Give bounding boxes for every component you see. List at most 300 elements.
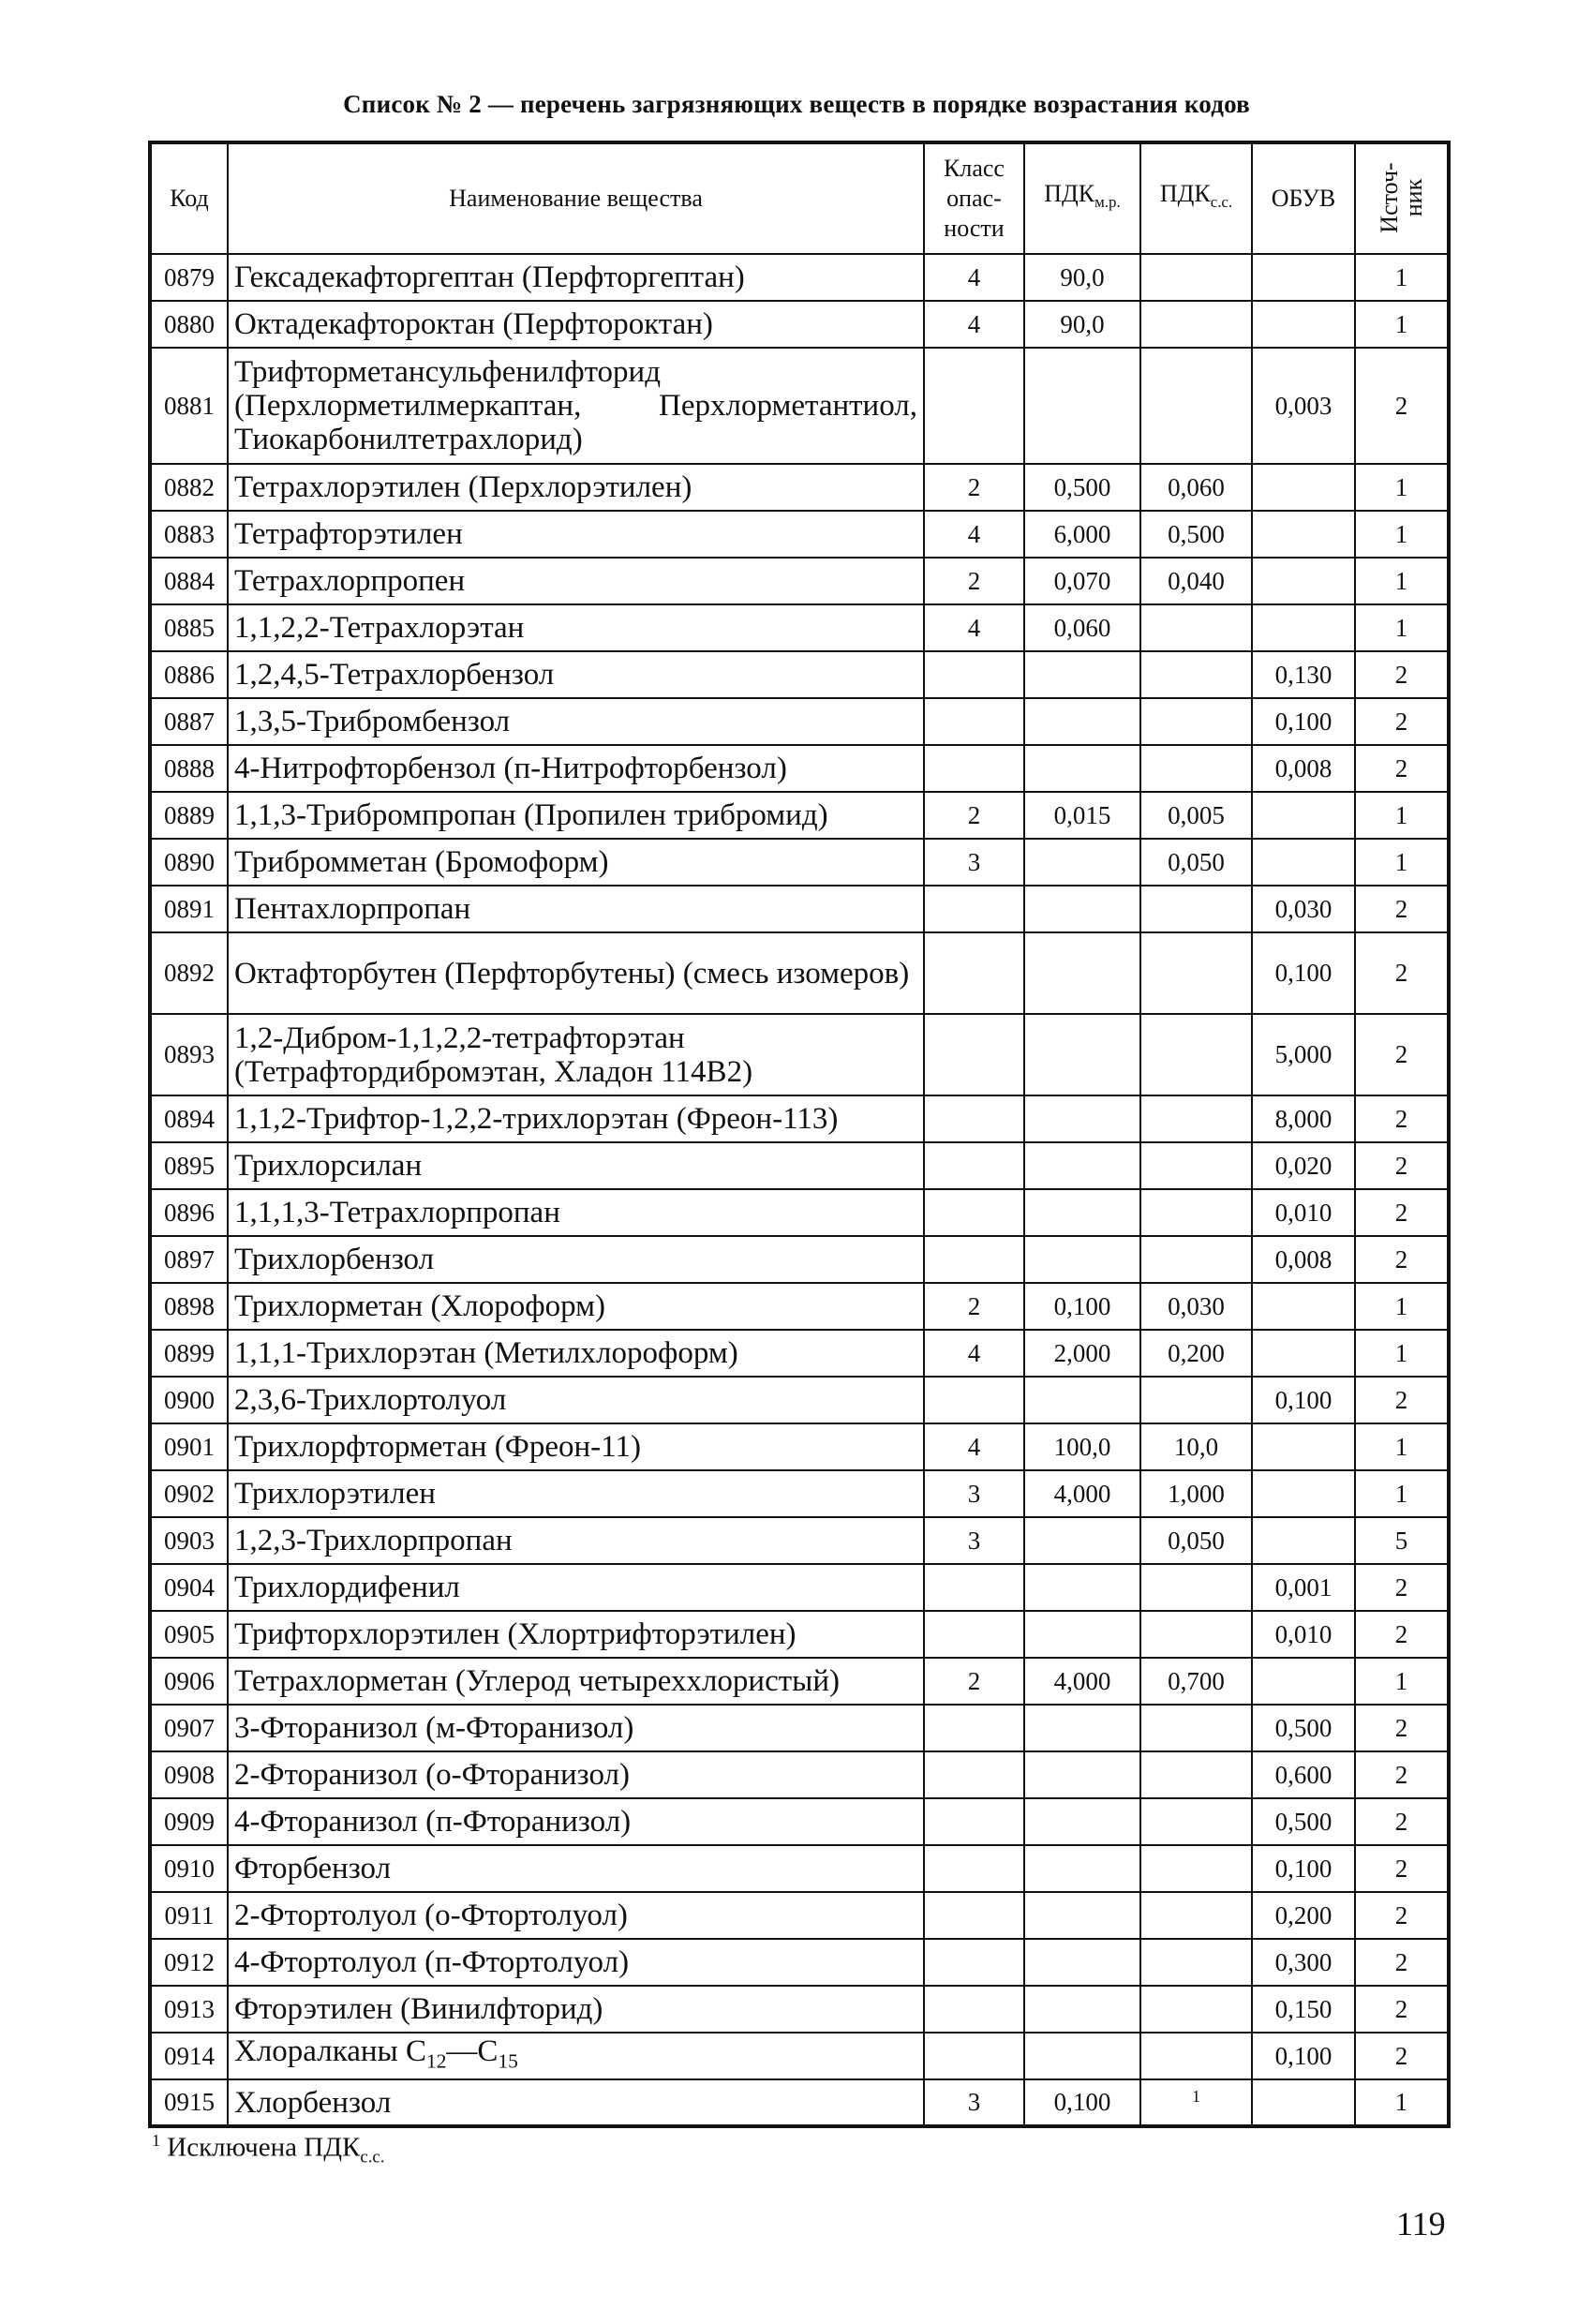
row-substance-name: Хлорбензол bbox=[228, 2079, 924, 2126]
header-name: Наименование вещества bbox=[228, 142, 924, 254]
row-code: 0892 bbox=[150, 932, 228, 1014]
table-row bbox=[150, 1564, 1449, 1611]
row-pdk-ss bbox=[1140, 1705, 1252, 1751]
row-obuv bbox=[1252, 464, 1355, 511]
row-substance-name: Трихлорметан (Хлороформ) bbox=[228, 1283, 924, 1330]
row-source: 1 bbox=[1355, 464, 1449, 511]
row-code: 0908 bbox=[150, 1751, 228, 1798]
row-obuv: 0,600 bbox=[1252, 1751, 1355, 1798]
row-pdk-ss bbox=[1140, 745, 1252, 792]
row-substance-name: Трихлорфторметан (Фреон-11) bbox=[228, 1423, 924, 1470]
row-code: 0879 bbox=[150, 254, 228, 301]
row-substance-name: 4-Нитрофторбензол (п-Нитрофторбензол) bbox=[228, 745, 924, 792]
row-obuv: 0,130 bbox=[1252, 651, 1355, 698]
table-row bbox=[150, 1658, 1449, 1705]
table-row bbox=[150, 301, 1449, 348]
row-code: 0881 bbox=[150, 348, 228, 464]
row-code: 0884 bbox=[150, 558, 228, 604]
row-pdk-ss bbox=[1140, 1189, 1252, 1236]
row-obuv: 8,000 bbox=[1252, 1095, 1355, 1142]
table-row bbox=[150, 1014, 1449, 1095]
row-obuv: 0,010 bbox=[1252, 1611, 1355, 1658]
page-number: 119 bbox=[1396, 2205, 1446, 2242]
table-row bbox=[150, 348, 1449, 464]
row-source: 2 bbox=[1355, 1189, 1449, 1236]
row-source: 1 bbox=[1355, 604, 1449, 651]
row-hazard-class bbox=[924, 1845, 1024, 1892]
row-source: 2 bbox=[1355, 1705, 1449, 1751]
row-source: 2 bbox=[1355, 1892, 1449, 1939]
table-row bbox=[150, 698, 1449, 745]
row-substance-name: Фторэтилен (Винилфторид) bbox=[228, 1986, 924, 2033]
row-pdk-ss: 0,050 bbox=[1140, 1517, 1252, 1564]
row-hazard-class: 4 bbox=[924, 301, 1024, 348]
row-obuv: 0,003 bbox=[1252, 348, 1355, 464]
row-hazard-class: 4 bbox=[924, 254, 1024, 301]
row-code: 0902 bbox=[150, 1470, 228, 1517]
row-obuv bbox=[1252, 1517, 1355, 1564]
row-pdk-mr bbox=[1024, 348, 1140, 464]
row-source: 5 bbox=[1355, 1517, 1449, 1564]
row-pdk-ss: 0,700 bbox=[1140, 1658, 1252, 1705]
row-code: 0900 bbox=[150, 1377, 228, 1423]
row-hazard-class bbox=[924, 1798, 1024, 1845]
row-source: 2 bbox=[1355, 1798, 1449, 1845]
row-source: 2 bbox=[1355, 1564, 1449, 1611]
row-pdk-mr bbox=[1024, 1986, 1140, 2033]
table-body bbox=[150, 254, 1449, 2126]
row-source: 2 bbox=[1355, 1377, 1449, 1423]
row-obuv: 0,100 bbox=[1252, 698, 1355, 745]
row-source: 1 bbox=[1355, 558, 1449, 604]
table-row bbox=[150, 886, 1449, 932]
row-code: 0910 bbox=[150, 1845, 228, 1892]
row-pdk-ss: 0,030 bbox=[1140, 1283, 1252, 1330]
row-code: 0897 bbox=[150, 1236, 228, 1283]
row-obuv bbox=[1252, 1658, 1355, 1705]
row-pdk-ss bbox=[1140, 1564, 1252, 1611]
row-code: 0906 bbox=[150, 1658, 228, 1705]
row-substance-name: 1,1,3-Трибромпропан (Пропилен трибромид) bbox=[228, 792, 924, 839]
row-obuv: 5,000 bbox=[1252, 1014, 1355, 1095]
row-source: 2 bbox=[1355, 2033, 1449, 2079]
row-hazard-class: 2 bbox=[924, 464, 1024, 511]
row-pdk-mr: 90,0 bbox=[1024, 301, 1140, 348]
row-code: 0915 bbox=[150, 2079, 228, 2126]
row-source: 1 bbox=[1355, 1283, 1449, 1330]
row-hazard-class: 2 bbox=[924, 558, 1024, 604]
header-obuv: ОБУВ bbox=[1252, 142, 1355, 254]
row-hazard-class bbox=[924, 1705, 1024, 1751]
row-pdk-mr bbox=[1024, 1095, 1140, 1142]
row-pdk-ss: 1 bbox=[1140, 2079, 1252, 2126]
footnote bbox=[152, 2131, 385, 2168]
row-source: 2 bbox=[1355, 698, 1449, 745]
row-source: 2 bbox=[1355, 1095, 1449, 1142]
row-substance-name: Тетрахлорметан (Углерод четыреххлористый) bbox=[228, 1658, 924, 1705]
row-code: 0885 bbox=[150, 604, 228, 651]
row-source: 1 bbox=[1355, 1470, 1449, 1517]
row-pdk-mr bbox=[1024, 1705, 1140, 1751]
row-hazard-class: 3 bbox=[924, 839, 1024, 886]
row-substance-name: 3-Фторанизол (м-Фторанизол) bbox=[228, 1705, 924, 1751]
row-pdk-mr bbox=[1024, 1564, 1140, 1611]
row-substance-name: Октафторбутен (Перфторбутены) (смесь изомеров) bbox=[228, 932, 924, 1014]
row-pdk-ss bbox=[1140, 254, 1252, 301]
table-row bbox=[150, 604, 1449, 651]
table-row bbox=[150, 1986, 1449, 2033]
row-pdk-ss: 0,060 bbox=[1140, 464, 1252, 511]
table-row bbox=[150, 1517, 1449, 1564]
row-obuv: 0,020 bbox=[1252, 1142, 1355, 1189]
row-substance-name: Тетрафторэтилен bbox=[228, 511, 924, 558]
header-pdk-ss bbox=[1140, 142, 1252, 254]
row-hazard-class bbox=[924, 1236, 1024, 1283]
table-row bbox=[150, 792, 1449, 839]
table-row bbox=[150, 1845, 1449, 1892]
table-row bbox=[150, 1939, 1449, 1986]
table-row bbox=[150, 1095, 1449, 1142]
row-pdk-ss bbox=[1140, 1236, 1252, 1283]
row-code: 0911 bbox=[150, 1892, 228, 1939]
row-obuv: 0,200 bbox=[1252, 1892, 1355, 1939]
row-pdk-mr bbox=[1024, 839, 1140, 886]
row-pdk-mr: 4,000 bbox=[1024, 1658, 1140, 1705]
row-pdk-mr: 0,060 bbox=[1024, 604, 1140, 651]
row-code: 0901 bbox=[150, 1423, 228, 1470]
row-obuv: 0,150 bbox=[1252, 1986, 1355, 2033]
header-hazard-class: Класс опас- ности bbox=[924, 142, 1024, 254]
row-source: 2 bbox=[1355, 1611, 1449, 1658]
row-code: 0899 bbox=[150, 1330, 228, 1377]
row-pdk-mr bbox=[1024, 1142, 1140, 1189]
table-row bbox=[150, 254, 1449, 301]
row-pdk-mr bbox=[1024, 698, 1140, 745]
row-hazard-class bbox=[924, 745, 1024, 792]
row-substance-name: 1,2,4,5-Тетрахлорбензол bbox=[228, 651, 924, 698]
row-hazard-class bbox=[924, 1939, 1024, 1986]
table-row bbox=[150, 2033, 1449, 2079]
row-substance-name: Трихлорсилан bbox=[228, 1142, 924, 1189]
row-pdk-ss bbox=[1140, 886, 1252, 932]
row-code: 0896 bbox=[150, 1189, 228, 1236]
row-substance-name: 1,2-Дибром-1,1,2,2-тетрафторэтан (Тетрафтордибромэтан, Хладон 114В2) bbox=[228, 1014, 924, 1095]
row-pdk-ss bbox=[1140, 2033, 1252, 2079]
row-obuv: 0,300 bbox=[1252, 1939, 1355, 1986]
row-code: 0904 bbox=[150, 1564, 228, 1611]
row-pdk-mr bbox=[1024, 1236, 1140, 1283]
row-pdk-ss bbox=[1140, 1798, 1252, 1845]
table-row bbox=[150, 1330, 1449, 1377]
row-source: 2 bbox=[1355, 886, 1449, 932]
row-substance-name: 1,1,2,2-Тетрахлорэтан bbox=[228, 604, 924, 651]
table-row bbox=[150, 558, 1449, 604]
row-substance-name: 1,3,5-Трибромбензол bbox=[228, 698, 924, 745]
row-code: 0891 bbox=[150, 886, 228, 932]
row-source: 1 bbox=[1355, 511, 1449, 558]
table-row bbox=[150, 1377, 1449, 1423]
row-pdk-mr: 6,000 bbox=[1024, 511, 1140, 558]
row-obuv bbox=[1252, 511, 1355, 558]
row-hazard-class: 3 bbox=[924, 1470, 1024, 1517]
row-hazard-class bbox=[924, 651, 1024, 698]
row-hazard-class bbox=[924, 1986, 1024, 2033]
row-code: 0887 bbox=[150, 698, 228, 745]
table-row bbox=[150, 1189, 1449, 1236]
row-pdk-mr: 0,100 bbox=[1024, 2079, 1140, 2126]
table-row bbox=[150, 464, 1449, 511]
row-hazard-class bbox=[924, 1095, 1024, 1142]
footnote-text: Исключена ПДК bbox=[167, 2132, 361, 2163]
row-pdk-ss bbox=[1140, 301, 1252, 348]
row-pdk-mr bbox=[1024, 1845, 1140, 1892]
table-row bbox=[150, 1751, 1449, 1798]
row-code: 0914 bbox=[150, 2033, 228, 2079]
row-substance-name: Трихлордифенил bbox=[228, 1564, 924, 1611]
row-obuv bbox=[1252, 2079, 1355, 2126]
row-source: 1 bbox=[1355, 839, 1449, 886]
row-obuv: 0,030 bbox=[1252, 886, 1355, 932]
row-obuv: 0,001 bbox=[1252, 1564, 1355, 1611]
row-obuv: 0,008 bbox=[1252, 745, 1355, 792]
header-pdk-mr-sub: м.р. bbox=[1094, 193, 1121, 212]
row-pdk-mr bbox=[1024, 932, 1140, 1014]
row-pdk-ss: 0,040 bbox=[1140, 558, 1252, 604]
row-obuv bbox=[1252, 1330, 1355, 1377]
row-pdk-ss bbox=[1140, 1939, 1252, 1986]
row-obuv bbox=[1252, 604, 1355, 651]
row-pdk-ss: 0,050 bbox=[1140, 839, 1252, 886]
row-hazard-class bbox=[924, 1377, 1024, 1423]
row-pdk-ss: 0,200 bbox=[1140, 1330, 1252, 1377]
row-source: 2 bbox=[1355, 348, 1449, 464]
row-code: 0913 bbox=[150, 1986, 228, 2033]
row-obuv bbox=[1252, 558, 1355, 604]
row-hazard-class: 2 bbox=[924, 1658, 1024, 1705]
table-row bbox=[150, 1470, 1449, 1517]
row-pdk-mr: 0,500 bbox=[1024, 464, 1140, 511]
row-obuv bbox=[1252, 792, 1355, 839]
row-obuv bbox=[1252, 1470, 1355, 1517]
table-row bbox=[150, 511, 1449, 558]
table-row bbox=[150, 1892, 1449, 1939]
table-row bbox=[150, 651, 1449, 698]
row-source: 2 bbox=[1355, 1986, 1449, 2033]
row-hazard-class bbox=[924, 932, 1024, 1014]
row-hazard-class bbox=[924, 886, 1024, 932]
row-hazard-class bbox=[924, 698, 1024, 745]
row-substance-name: 2-Фторанизол (о-Фторанизол) bbox=[228, 1751, 924, 1798]
row-source: 2 bbox=[1355, 745, 1449, 792]
row-code: 0888 bbox=[150, 745, 228, 792]
row-source: 1 bbox=[1355, 2079, 1449, 2126]
row-pdk-mr bbox=[1024, 1611, 1140, 1658]
row-code: 0890 bbox=[150, 839, 228, 886]
row-hazard-class: 4 bbox=[924, 1423, 1024, 1470]
row-substance-name: Трибромметан (Бромоформ) bbox=[228, 839, 924, 886]
row-code: 0912 bbox=[150, 1939, 228, 1986]
row-substance-name: Октадекафтороктан (Перфтороктан) bbox=[228, 301, 924, 348]
row-obuv: 0,100 bbox=[1252, 1377, 1355, 1423]
row-obuv bbox=[1252, 1283, 1355, 1330]
row-pdk-mr bbox=[1024, 1517, 1140, 1564]
row-hazard-class bbox=[924, 1564, 1024, 1611]
row-pdk-ss: 0,005 bbox=[1140, 792, 1252, 839]
row-pdk-mr bbox=[1024, 1014, 1140, 1095]
row-substance-name: Трифторхлорэтилен (Хлортрифторэтилен) bbox=[228, 1611, 924, 1658]
row-code: 0894 bbox=[150, 1095, 228, 1142]
row-hazard-class bbox=[924, 1142, 1024, 1189]
row-pdk-ss bbox=[1140, 1142, 1252, 1189]
row-pdk-ss bbox=[1140, 1377, 1252, 1423]
row-obuv: 0,008 bbox=[1252, 1236, 1355, 1283]
row-substance-name: Тетрахлорэтилен (Перхлорэтилен) bbox=[228, 464, 924, 511]
table-row bbox=[150, 1142, 1449, 1189]
row-pdk-ss bbox=[1140, 348, 1252, 464]
table-row bbox=[150, 1611, 1449, 1658]
row-source: 1 bbox=[1355, 1658, 1449, 1705]
row-substance-name: 4-Фторанизол (п-Фторанизол) bbox=[228, 1798, 924, 1845]
row-hazard-class bbox=[924, 1611, 1024, 1658]
row-substance-name: Трихлорбензол bbox=[228, 1236, 924, 1283]
table-header-row bbox=[150, 142, 1449, 254]
row-pdk-mr bbox=[1024, 1377, 1140, 1423]
row-code: 0883 bbox=[150, 511, 228, 558]
row-source: 2 bbox=[1355, 1142, 1449, 1189]
footnote-mark: 1 bbox=[152, 2131, 160, 2150]
row-obuv: 0,500 bbox=[1252, 1798, 1355, 1845]
row-pdk-mr bbox=[1024, 1189, 1140, 1236]
row-substance-name: 1,2,3-Трихлорпропан bbox=[228, 1517, 924, 1564]
row-pdk-mr bbox=[1024, 1939, 1140, 1986]
header-pdk-mr bbox=[1024, 142, 1140, 254]
table-row bbox=[150, 1236, 1449, 1283]
row-code: 0889 bbox=[150, 792, 228, 839]
row-hazard-class: 4 bbox=[924, 511, 1024, 558]
row-source: 2 bbox=[1355, 932, 1449, 1014]
row-substance-name: Гексадекафторгептан (Перфторгептан) bbox=[228, 254, 924, 301]
header-source-label: Источ- ник bbox=[1375, 161, 1427, 233]
row-source: 2 bbox=[1355, 1236, 1449, 1283]
footnote-sub: с.с. bbox=[360, 2147, 385, 2168]
row-source: 2 bbox=[1355, 1751, 1449, 1798]
row-pdk-ss bbox=[1140, 651, 1252, 698]
row-hazard-class: 3 bbox=[924, 1517, 1024, 1564]
row-code: 0909 bbox=[150, 1798, 228, 1845]
row-pdk-mr bbox=[1024, 1751, 1140, 1798]
row-substance-name: Тетрахлорпропен bbox=[228, 558, 924, 604]
row-substance-name: Хлоралканы $C_{12}—C_{15}$ bbox=[228, 2033, 924, 2079]
table-row bbox=[150, 2079, 1449, 2126]
row-hazard-class: 3 bbox=[924, 2079, 1024, 2126]
row-substance-name: 1,1,1-Трихлорэтан (Метилхлороформ) bbox=[228, 1330, 924, 1377]
row-code: 0880 bbox=[150, 301, 228, 348]
row-obuv bbox=[1252, 839, 1355, 886]
row-pdk-mr: 0,100 bbox=[1024, 1283, 1140, 1330]
row-hazard-class: 2 bbox=[924, 1283, 1024, 1330]
row-pdk-ss: 1,000 bbox=[1140, 1470, 1252, 1517]
row-source: 2 bbox=[1355, 651, 1449, 698]
row-pdk-ss bbox=[1140, 1892, 1252, 1939]
row-obuv bbox=[1252, 301, 1355, 348]
row-source: 1 bbox=[1355, 254, 1449, 301]
row-pdk-ss bbox=[1140, 1986, 1252, 2033]
row-pdk-mr: 0,070 bbox=[1024, 558, 1140, 604]
row-pdk-ss bbox=[1140, 1845, 1252, 1892]
row-code: 0893 bbox=[150, 1014, 228, 1095]
table-row bbox=[150, 839, 1449, 886]
row-pdk-ss: 10,0 bbox=[1140, 1423, 1252, 1470]
row-pdk-mr: 90,0 bbox=[1024, 254, 1140, 301]
row-source: 2 bbox=[1355, 1014, 1449, 1095]
row-pdk-ss bbox=[1140, 1014, 1252, 1095]
row-pdk-mr bbox=[1024, 1798, 1140, 1845]
row-code: 0905 bbox=[150, 1611, 228, 1658]
row-substance-name: 1,1,2-Трифтор-1,2,2-трихлорэтан (Фреон-113) bbox=[228, 1095, 924, 1142]
row-hazard-class: 4 bbox=[924, 604, 1024, 651]
row-source: 2 bbox=[1355, 1939, 1449, 1986]
row-code: 0907 bbox=[150, 1705, 228, 1751]
header-pdk-mr-base: ПДК bbox=[1044, 180, 1095, 208]
row-code: 0882 bbox=[150, 464, 228, 511]
row-substance-name: Трихлорэтилен bbox=[228, 1470, 924, 1517]
row-hazard-class bbox=[924, 1189, 1024, 1236]
row-hazard-class bbox=[924, 348, 1024, 464]
substances-table bbox=[148, 141, 1451, 2128]
row-substance-name: 2-Фтортолуол (о-Фтортолуол) bbox=[228, 1892, 924, 1939]
row-hazard-class: 4 bbox=[924, 1330, 1024, 1377]
row-pdk-mr bbox=[1024, 651, 1140, 698]
header-pdk-ss-sub: с.с. bbox=[1210, 193, 1233, 212]
row-source: 1 bbox=[1355, 1330, 1449, 1377]
header-source bbox=[1355, 142, 1449, 254]
row-code: 0898 bbox=[150, 1283, 228, 1330]
row-pdk-mr: 2,000 bbox=[1024, 1330, 1140, 1377]
row-code: 0895 bbox=[150, 1142, 228, 1189]
row-code: 0903 bbox=[150, 1517, 228, 1564]
row-pdk-mr: 100,0 bbox=[1024, 1423, 1140, 1470]
header-code: Код bbox=[150, 142, 228, 254]
row-substance-name: 1,1,1,3-Тетрахлорпропан bbox=[228, 1189, 924, 1236]
row-pdk-ss bbox=[1140, 1095, 1252, 1142]
row-obuv: 0,500 bbox=[1252, 1705, 1355, 1751]
row-substance-name: 4-Фтортолуол (п-Фтортолуол) bbox=[228, 1939, 924, 1986]
row-pdk-ss: 0,500 bbox=[1140, 511, 1252, 558]
table-row bbox=[150, 1283, 1449, 1330]
header-pdk-ss-base: ПДК bbox=[1159, 180, 1211, 208]
row-pdk-mr bbox=[1024, 886, 1140, 932]
row-pdk-mr: 4,000 bbox=[1024, 1470, 1140, 1517]
row-obuv: 0,100 bbox=[1252, 1845, 1355, 1892]
row-substance-name: Фторбензол bbox=[228, 1845, 924, 1892]
row-hazard-class bbox=[924, 1892, 1024, 1939]
row-pdk-ss bbox=[1140, 1611, 1252, 1658]
table-row bbox=[150, 1423, 1449, 1470]
row-obuv bbox=[1252, 254, 1355, 301]
row-pdk-ss bbox=[1140, 604, 1252, 651]
row-obuv: 0,010 bbox=[1252, 1189, 1355, 1236]
table-row bbox=[150, 1798, 1449, 1845]
row-hazard-class: 2 bbox=[924, 792, 1024, 839]
row-hazard-class bbox=[924, 1014, 1024, 1095]
row-source: 1 bbox=[1355, 301, 1449, 348]
table-row bbox=[150, 745, 1449, 792]
row-hazard-class bbox=[924, 2033, 1024, 2079]
table-row bbox=[150, 932, 1449, 1014]
row-obuv: 0,100 bbox=[1252, 2033, 1355, 2079]
row-source: 1 bbox=[1355, 1423, 1449, 1470]
row-pdk-ss bbox=[1140, 1751, 1252, 1798]
